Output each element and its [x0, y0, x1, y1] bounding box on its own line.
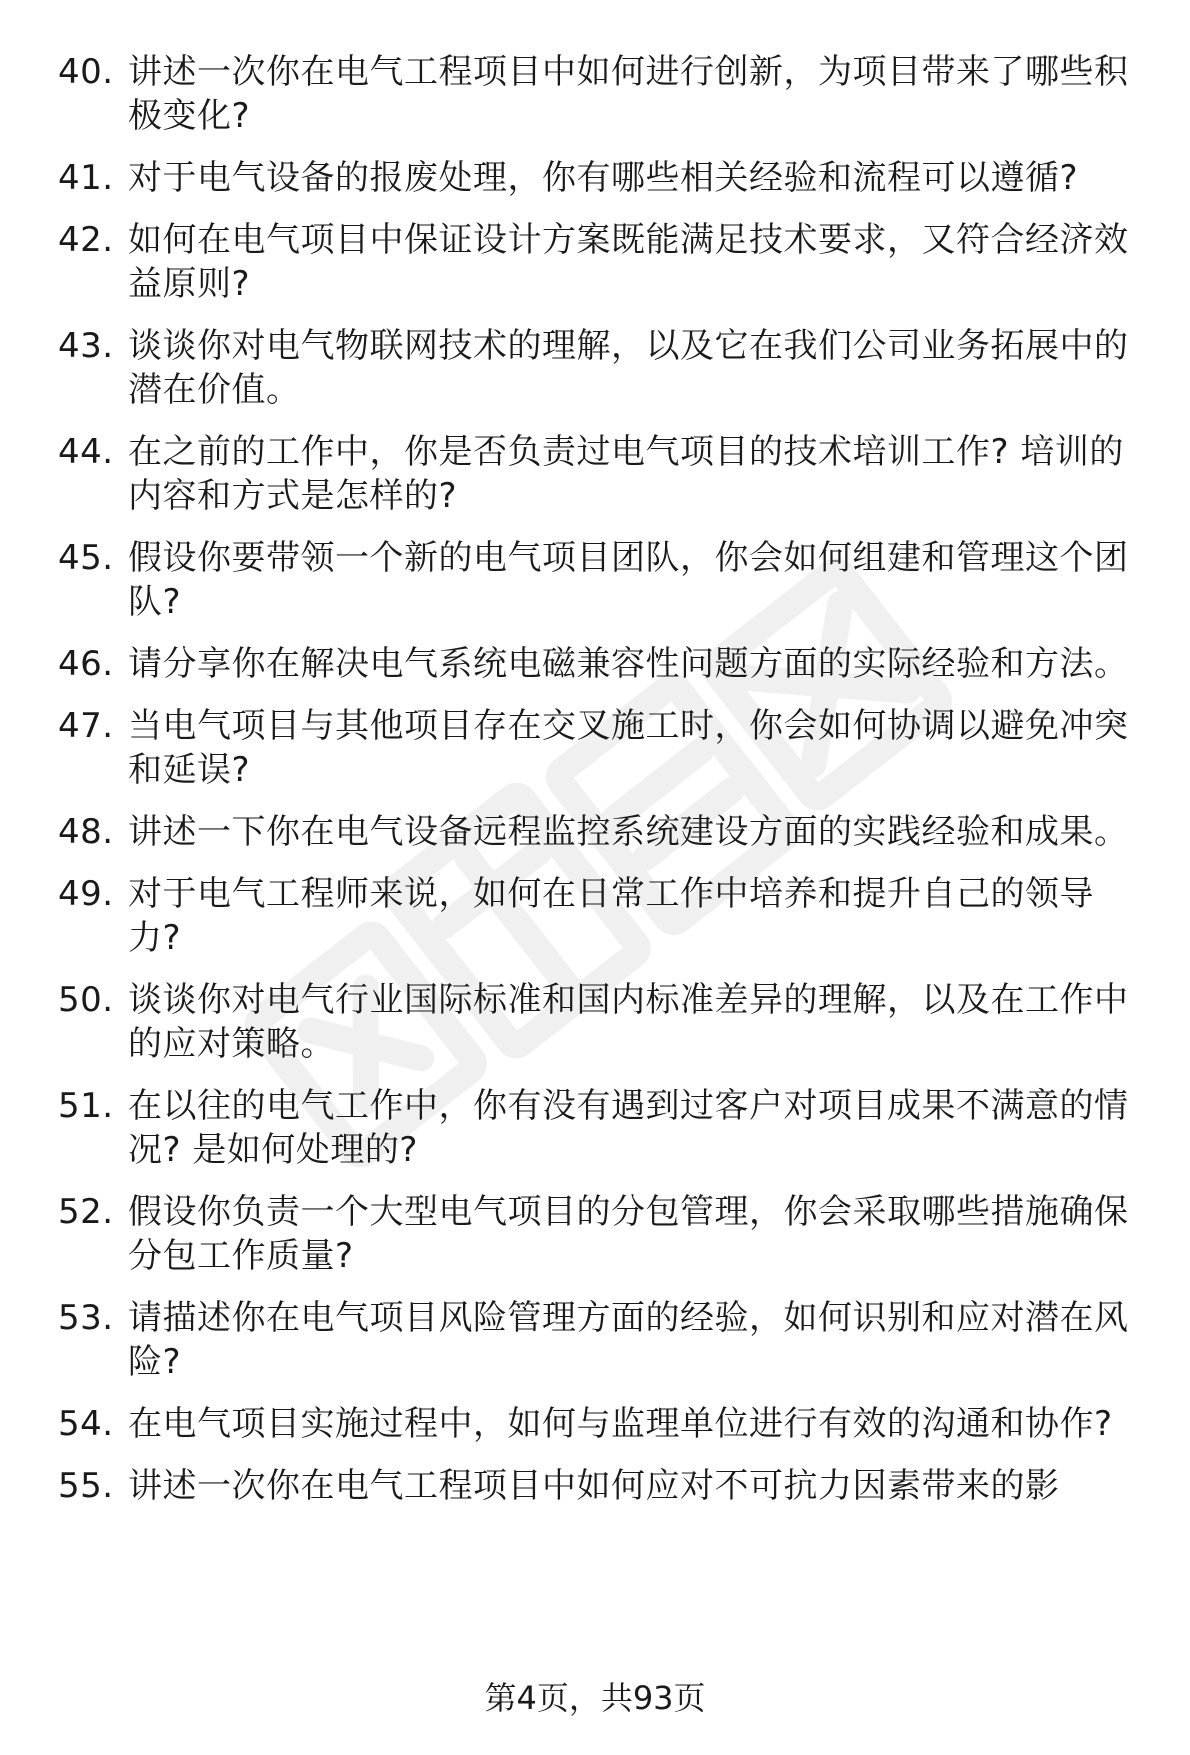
list-item	[0, 218, 1190, 306]
list-item	[0, 1402, 1190, 1446]
question-text: 对于电气工程师来说，如何在日常工作中培养和提升自己的领导力?	[128, 874, 1094, 958]
question-number: 43.	[58, 326, 114, 366]
list-item	[0, 156, 1190, 200]
list-item	[0, 1190, 1190, 1278]
question-number: 50.	[58, 980, 114, 1020]
question-text: 在以往的电气工作中，你有没有遇到过客户对项目成果不满意的情况? 是如何处理的?	[128, 1086, 1129, 1170]
question-text: 当电气项目与其他项目存在交叉施工时，你会如何协调以避免冲突和延误?	[128, 706, 1129, 790]
list-item	[0, 324, 1190, 412]
question-number: 51.	[58, 1086, 114, 1126]
question-text: 讲述一下你在电气设备远程监控系统建设方面的实践经验和成果。	[128, 812, 1129, 852]
question-text: 假设你要带领一个新的电气项目团队，你会如何组建和管理这个团队?	[128, 538, 1129, 622]
document-page	[0, 50, 1190, 1526]
list-item	[0, 872, 1190, 960]
list-item	[0, 1084, 1190, 1172]
question-text: 请描述你在电气项目风险管理方面的经验，如何识别和应对潜在风险?	[128, 1298, 1129, 1382]
question-text: 请分享你在解决电气系统电磁兼容性问题方面的实际经验和方法。	[128, 644, 1129, 684]
question-number: 49.	[58, 874, 114, 914]
question-number: 52.	[58, 1192, 114, 1232]
list-item	[0, 704, 1190, 792]
question-text: 对于电气设备的报废处理，你有哪些相关经验和流程可以遵循?	[128, 158, 1079, 198]
list-item	[0, 642, 1190, 686]
question-text: 讲述一次你在电气工程项目中如何应对不可抗力因素带来的影	[128, 1466, 1060, 1506]
question-text: 在电气项目实施过程中，如何与监理单位进行有效的沟通和协作?	[128, 1404, 1113, 1444]
question-number: 45.	[58, 538, 114, 578]
list-item	[0, 1296, 1190, 1384]
question-text: 在之前的工作中，你是否负责过电气项目的技术培训工作? 培训的内容和方式是怎样的?	[128, 432, 1124, 516]
question-text: 讲述一次你在电气工程项目中如何进行创新，为项目带来了哪些积极变化?	[128, 52, 1129, 136]
question-text: 假设你负责一个大型电气项目的分包管理，你会采取哪些措施确保分包工作质量?	[128, 1192, 1129, 1276]
question-text: 如何在电气项目中保证设计方案既能满足技术要求，又符合经济效益原则?	[128, 220, 1129, 304]
question-number: 47.	[58, 706, 114, 746]
question-number: 46.	[58, 644, 114, 684]
question-number: 48.	[58, 812, 114, 852]
list-item	[0, 1464, 1190, 1508]
question-number: 55.	[58, 1466, 114, 1506]
question-number: 53.	[58, 1298, 114, 1338]
question-number: 40.	[58, 52, 114, 92]
question-number: 54.	[58, 1404, 114, 1444]
question-number: 42.	[58, 220, 114, 260]
question-number: 44.	[58, 432, 114, 472]
list-item	[0, 50, 1190, 138]
question-text: 谈谈你对电气行业国际标准和国内标准差异的理解，以及在工作中的应对策略。	[128, 980, 1129, 1064]
question-number: 41.	[58, 158, 114, 198]
question-text: 谈谈你对电气物联网技术的理解，以及它在我们公司业务拓展中的潜在价值。	[128, 326, 1129, 410]
list-item	[0, 536, 1190, 624]
list-item	[0, 430, 1190, 518]
page-footer	[0, 1678, 1190, 1718]
page-number-label: 第4页，共93页	[484, 1679, 706, 1717]
question-list	[0, 50, 1190, 1508]
list-item	[0, 810, 1190, 854]
list-item	[0, 978, 1190, 1066]
